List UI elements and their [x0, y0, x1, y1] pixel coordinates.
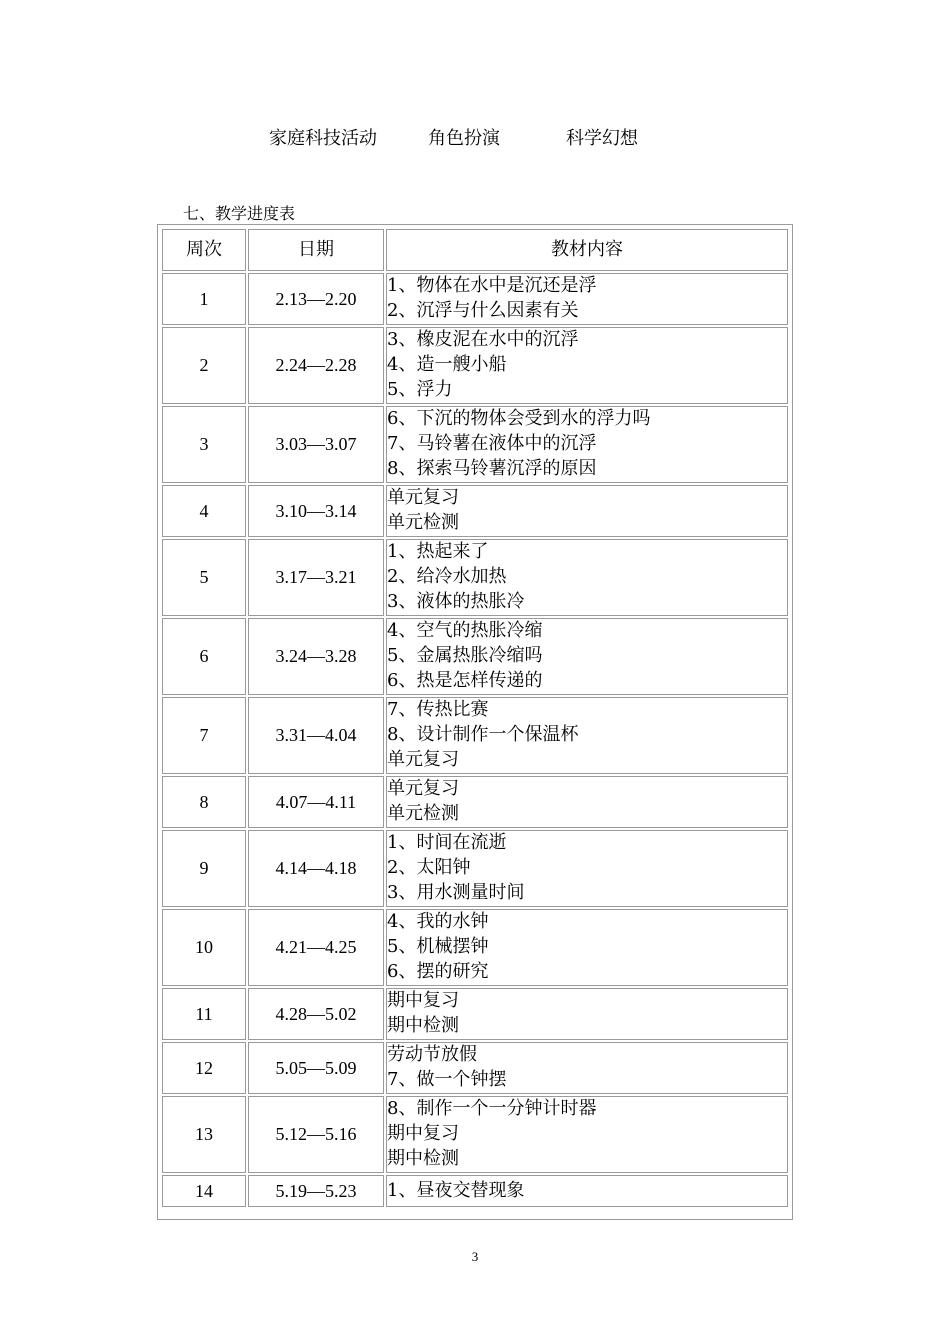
table-row — [162, 776, 788, 828]
week-cell: 14 — [162, 1175, 246, 1207]
content-line: 8、设计制作一个保温杯 — [387, 724, 579, 746]
content-line: 单元检测 — [387, 803, 459, 824]
content-cell — [386, 1096, 788, 1173]
content-line: 1、热起来了 — [387, 541, 489, 563]
table-row — [162, 485, 788, 537]
week-cell: 10 — [162, 909, 246, 986]
content-cell — [386, 618, 788, 695]
content-line: 5、机械摆钟 — [387, 936, 489, 958]
week-cell: 11 — [162, 988, 246, 1040]
date-cell: 3.17—3.21 — [248, 539, 384, 616]
table-row — [162, 327, 788, 404]
header-week: 周次 — [162, 229, 246, 271]
table-row — [162, 830, 788, 907]
date-cell: 2.24—2.28 — [248, 327, 384, 404]
week-cell: 9 — [162, 830, 246, 907]
content-line: 期中检测 — [387, 1015, 459, 1036]
week-cell: 13 — [162, 1096, 246, 1173]
activity-item: 科学幻想 — [566, 128, 638, 149]
content-cell — [386, 327, 788, 404]
week-cell: 1 — [162, 273, 246, 325]
content-line: 单元复习 — [387, 778, 459, 800]
content-line: 4、空气的热胀冷缩 — [387, 620, 543, 642]
week-cell: 12 — [162, 1042, 246, 1094]
content-line: 7、马铃薯在液体中的沉浮 — [387, 433, 597, 455]
content-line: 2、沉浮与什么因素有关 — [387, 300, 579, 321]
date-cell: 4.07—4.11 — [248, 776, 384, 828]
content-line: 7、做一个钟摆 — [387, 1069, 507, 1090]
content-line: 4、我的水钟 — [387, 911, 489, 933]
date-cell: 4.21—4.25 — [248, 909, 384, 986]
page-number: 3 — [471, 1249, 479, 1264]
content-line: 1、物体在水中是沉还是浮 — [387, 275, 597, 297]
week-cell: 7 — [162, 697, 246, 774]
content-cell — [386, 697, 788, 774]
content-line: 期中检测 — [387, 1147, 459, 1169]
table-row — [162, 539, 788, 616]
content-line: 3、橡皮泥在水中的沉浮 — [387, 329, 579, 351]
content-line: 5、金属热胀冷缩吗 — [387, 645, 543, 667]
date-cell: 5.12—5.16 — [248, 1096, 384, 1173]
content-cell — [386, 1042, 788, 1094]
content-line: 6、下沉的物体会受到水的浮力吗 — [387, 408, 651, 430]
week-cell: 4 — [162, 485, 246, 537]
activity-item: 角色扮演 — [428, 128, 500, 149]
content-line: 2、太阳钟 — [387, 857, 471, 879]
week-cell: 8 — [162, 776, 246, 828]
table-row — [162, 618, 788, 695]
activities-line — [0, 124, 950, 150]
content-line: 期中复习 — [387, 990, 459, 1012]
content-line: 2、给冷水加热 — [387, 566, 507, 588]
date-cell: 3.10—3.14 — [248, 485, 384, 537]
content-line: 4、造一艘小船 — [387, 354, 507, 376]
date-cell: 5.19—5.23 — [248, 1175, 384, 1207]
content-line: 7、传热比赛 — [387, 699, 489, 721]
date-cell: 4.14—4.18 — [248, 830, 384, 907]
content-cell — [386, 273, 788, 325]
content-line: 6、摆的研究 — [387, 960, 489, 982]
content-line: 6、热是怎样传递的 — [387, 669, 543, 691]
section-title: 七、教学进度表 — [183, 204, 296, 223]
content-line: 8、探索马铃薯沉浮的原因 — [387, 457, 597, 479]
content-cell — [386, 406, 788, 483]
week-cell: 5 — [162, 539, 246, 616]
content-line: 1、时间在流逝 — [387, 832, 507, 854]
date-cell: 2.13—2.20 — [248, 273, 384, 325]
content-cell — [386, 988, 788, 1040]
content-line: 8、制作一个一分钟计时器 — [387, 1098, 597, 1120]
table-header-row — [162, 229, 788, 271]
week-cell: 3 — [162, 406, 246, 483]
content-cell — [386, 1175, 788, 1207]
content-cell — [386, 909, 788, 986]
date-cell: 3.03—3.07 — [248, 406, 384, 483]
table-row — [162, 1042, 788, 1094]
content-line: 5、浮力 — [387, 378, 453, 400]
date-cell: 3.24—3.28 — [248, 618, 384, 695]
table-row — [162, 1096, 788, 1173]
content-cell — [386, 485, 788, 537]
table-row — [162, 273, 788, 325]
activity-item: 家庭科技活动 — [269, 128, 377, 149]
content-line: 1、昼夜交替现象 — [387, 1179, 525, 1201]
content-line: 期中复习 — [387, 1123, 459, 1145]
week-cell: 6 — [162, 618, 246, 695]
content-cell — [386, 830, 788, 907]
week-cell: 2 — [162, 327, 246, 404]
content-line: 3、液体的热胀冷 — [387, 590, 525, 612]
table-row — [162, 909, 788, 986]
schedule-table-frame — [157, 224, 793, 1220]
content-cell — [386, 776, 788, 828]
date-cell: 3.31—4.04 — [248, 697, 384, 774]
table-row — [162, 406, 788, 483]
date-cell: 4.28—5.02 — [248, 988, 384, 1040]
content-cell — [386, 539, 788, 616]
header-date: 日期 — [248, 229, 384, 271]
content-line: 单元复习 — [387, 748, 459, 770]
content-line: 劳动节放假 — [387, 1044, 477, 1066]
table-row — [162, 988, 788, 1040]
content-line: 单元检测 — [387, 512, 459, 533]
date-cell: 5.05—5.09 — [248, 1042, 384, 1094]
schedule-table — [160, 227, 790, 1209]
header-content: 教材内容 — [386, 229, 788, 271]
table-row — [162, 1175, 788, 1207]
content-line: 单元复习 — [387, 487, 459, 509]
content-line: 3、用水测量时间 — [387, 881, 525, 903]
table-row — [162, 697, 788, 774]
